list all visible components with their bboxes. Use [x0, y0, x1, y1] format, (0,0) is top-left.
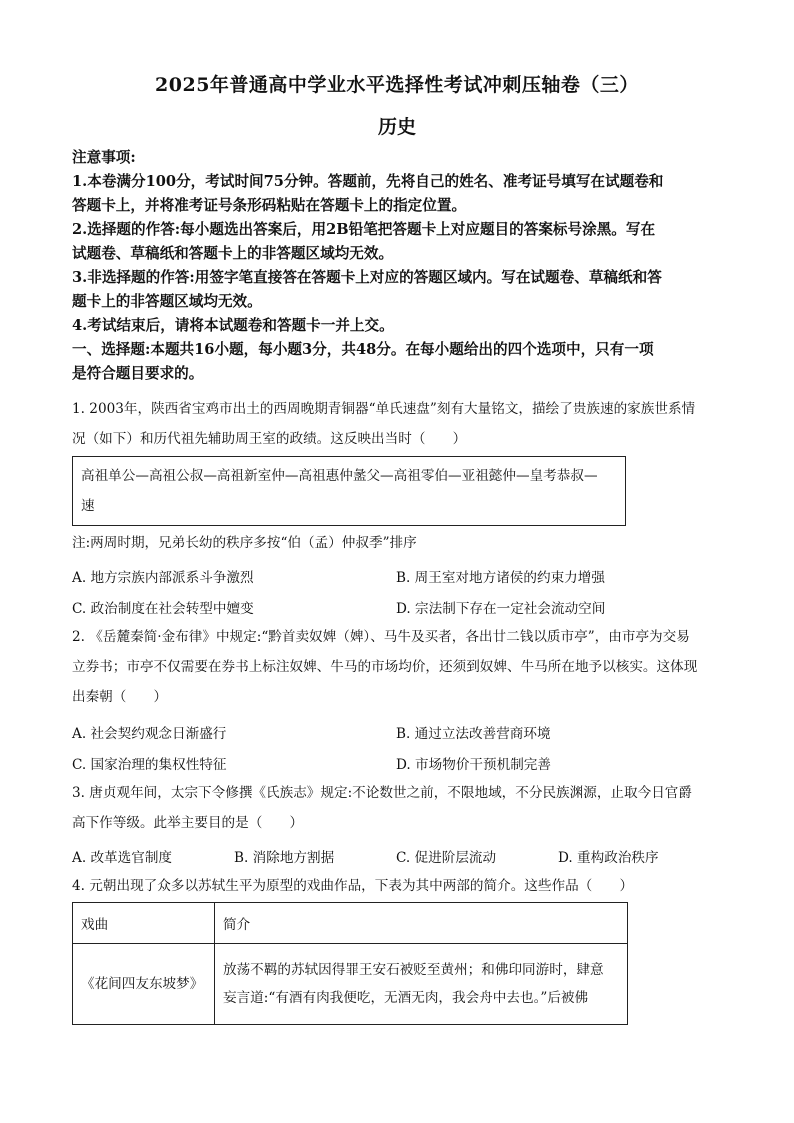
genealogy-line: 速	[81, 498, 95, 514]
question-line: 高下作等级。此举主要目的是（ ）	[72, 815, 304, 831]
table-header-cell: 戏曲	[73, 903, 215, 944]
notes-line: 试题卷、草稿纸和答题卡上的非答题区域均无效。	[72, 245, 394, 262]
question-line: 况（如下）和历代祖先辅助周王室的政绩。这反映出当时（ ）	[72, 431, 467, 447]
question-2-option-c[interactable]: C. 国家治理的集权性特征	[72, 757, 227, 773]
question-line: 出秦朝（ ）	[72, 689, 168, 705]
notes-line: 2.选择题的作答:每小题选出答案后，用2B铅笔把答题卡上对应题目的答案标号涂黑。写在	[72, 221, 656, 238]
table-cell-drama-name: 《花间四友东坡梦》	[73, 944, 215, 1025]
question-3-option-a[interactable]: A. 改革选官制度	[72, 850, 173, 866]
notes-line: 4.考试结束后，请将本试题卷和答题卡一并上交。	[72, 317, 394, 334]
notes-heading: 注意事项:	[72, 149, 136, 166]
question-4-table	[72, 902, 628, 1025]
question-1-option-d[interactable]: D. 宗法制下存在一定社会流动空间	[396, 601, 606, 617]
question-1-option-c[interactable]: C. 政治制度在社会转型中嬗变	[72, 601, 254, 617]
question-line: 2. 《岳麓秦简·金布律》中规定:“黔首卖奴婢（婢）、马牛及买者，各出廿二钱以质市亭”，由市亭为交易	[72, 629, 690, 645]
description-line: 妄言道:“有酒有肉我便吃，无酒无肉，我会舟中去也。”后被佛	[223, 990, 589, 1006]
table-header-cell: 简介	[215, 903, 628, 944]
question-3-option-d[interactable]: D. 重构政治秩序	[558, 850, 659, 866]
table-header-row	[73, 903, 628, 944]
notes-line: 1.本卷满分100分，考试时间75分钟。答题前，先将自己的姓名、准考证号填写在试题卷和	[72, 173, 664, 190]
question-1-note: 注:两周时期，兄弟长幼的秩序多按“伯（孟）仲叔季”排序	[72, 535, 417, 551]
notes-line: 答题卡上，并将准考证号条形码粘贴在答题卡上的指定位置。	[72, 197, 467, 214]
section-heading: 是符合题目要求的。	[72, 365, 204, 382]
question-1-option-b[interactable]: B. 周王室对地方诸侯的约束力增强	[396, 570, 605, 586]
question-3-option-c[interactable]: C. 促进阶层流动	[396, 850, 497, 866]
notes-section	[72, 146, 724, 386]
question-1-option-a[interactable]: A. 地方宗族内部派系斗争激烈	[72, 570, 254, 586]
exam-subject: 历史	[377, 116, 416, 138]
question-line: 3. 唐贞观年间，太宗下令修撰《氏族志》规定:不论数世之前，不限地域，不分民族渊源，止取今日官爵	[72, 785, 692, 801]
question-3-option-b[interactable]: B. 消除地方割据	[234, 850, 335, 866]
question-2-option-a[interactable]: A. 社会契约观念日渐盛行	[72, 726, 227, 742]
question-4-stem	[72, 871, 724, 901]
notes-line: 3.非选择题的作答:用签字笔直接答在答题卡上对应的答题区域内。写在试题卷、草稿纸和答	[72, 269, 662, 286]
table-row	[73, 944, 628, 1025]
question-1-genealogy-box	[72, 456, 626, 526]
notes-line: 题卡上的非答题区域均无效。	[72, 293, 262, 310]
genealogy-line: 高祖单公—高祖公叔—高祖新室仲—高祖惠仲盠父—高祖零伯—亚祖懿仲—皇考恭叔—	[81, 468, 598, 484]
question-2-option-b[interactable]: B. 通过立法改善营商环境	[396, 726, 551, 742]
question-2-stem	[72, 622, 724, 712]
description-line: 放荡不羁的苏轼因得罪王安石被贬至黄州；和佛印同游时，肆意	[223, 962, 604, 978]
exam-title: 2025年普通高中学业水平选择性考试冲刺压轴卷（三）	[155, 74, 639, 96]
question-2-option-d[interactable]: D. 市场物价干预机制完善	[396, 757, 551, 773]
question-line: 4. 元朝出现了众多以苏轼生平为原型的戏曲作品，下表为其中两部的简介。这些作品（ ）	[72, 878, 634, 894]
question-line: 1. 2003年，陕西省宝鸡市出土的西周晚期青铜器“单氏速盘”刻有大量铭文，描绘了贵族速的家族世系情	[72, 401, 696, 417]
question-1-stem	[72, 394, 724, 454]
table-cell-description	[215, 944, 628, 1025]
question-line: 立券书；市亭不仅需要在券书上标注奴婢、牛马的市场均价，还须到奴婢、牛马所在地予以核实。这体现	[72, 659, 698, 675]
question-3-stem	[72, 778, 724, 838]
section-heading: 一、选择题:本题共16小题，每小题3分，共48分。在每小题给出的四个选项中，只有一项	[72, 341, 654, 358]
